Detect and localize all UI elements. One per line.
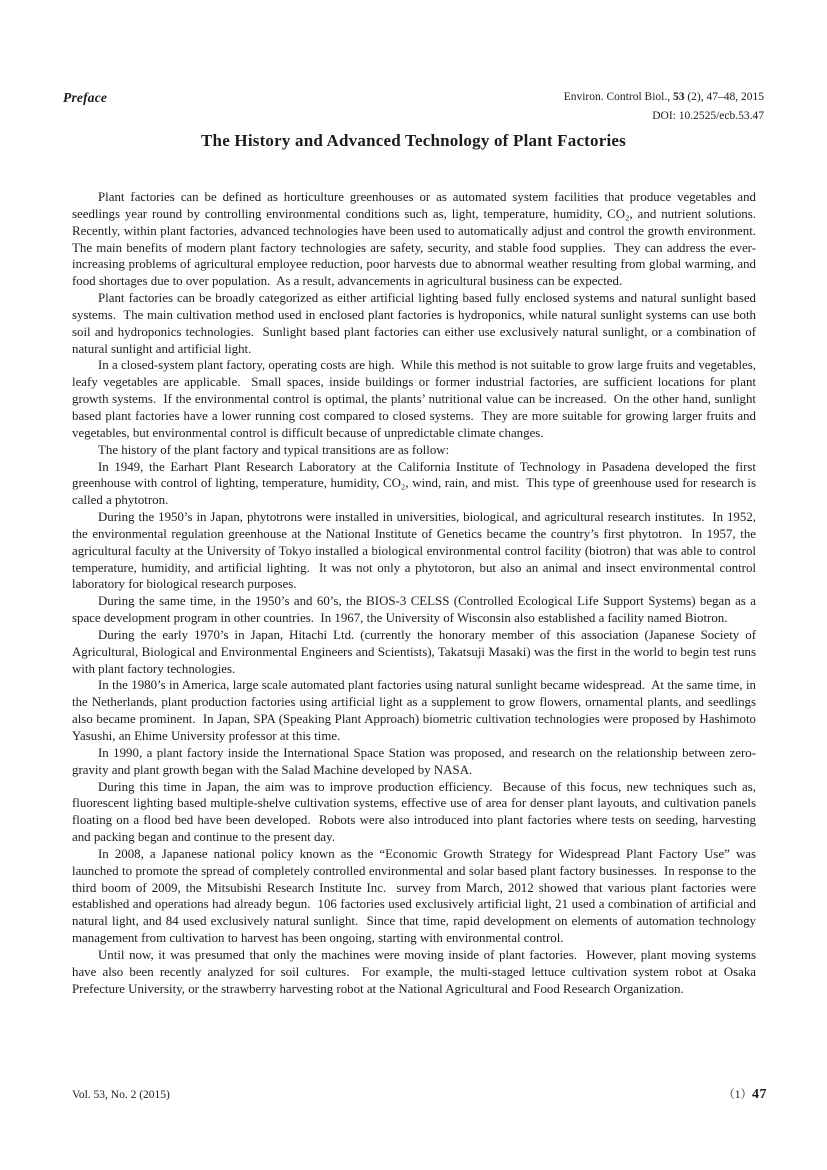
paragraph-6: During the 1950’s in Japan, phytotrons were installed in universities, biological, and agricultural research institutes. In 1952, the environmental regulation greenhouse at the National Institute of Genetics became the country’s first phytotron. In 1957, the agricultural faculty at the University of Tokyo installed a biological environmental control facility (biotron) that was able to control temperature, humidity, and artificial lighting. It was not only a phytotoron, but also an animal and insect environmental control laboratory for biological research purposes. <box>72 510 760 592</box>
paragraph-13: Until now, it was presumed that only the machines were moving inside of plant factories. However, plant moving systems have also been recently analyzed for soil cultures. For example, the multi-staged lettuce cultivation system robot at Osaka Prefecture University, or the strawberry harvesting robot at the National Agricultural and Food Research Organization. <box>72 947 760 996</box>
footer-page <box>723 1086 767 1103</box>
footer-volume-line: Vol. 53, No. 2 (2015) <box>72 1089 170 1101</box>
citation-prefix: Environ. Control Biol., <box>563 91 673 103</box>
page-header <box>63 88 764 126</box>
article-title: The History and Advanced Technology of Plant Factories <box>201 131 626 150</box>
paragraph-5: In 1949, the Earhart Plant Research Laboratory at the California Institute of Technology in Pasadena developed the first greenhouse with control of lighting, temperature, humidity, CO₂, wind, rain, and mist. This type of greenhouse used for research is called a phytotron. <box>72 459 760 508</box>
preface-label: Preface <box>63 90 108 105</box>
citation-suffix: (2), 47–48, 2015 <box>684 91 764 103</box>
paragraph-12: In 2008, a Japanese national policy known as the “Economic Growth Strategy for Widespread Plant Factory Use” was launched to promote the spread of completely controlled environmental and solar based plant factory businesses. In response to the third boom of 2009, the Mitsubishi Research Institute Inc. survey from March, 2012 showed that various plant factories were established and operations had already begun. 106 factories used exclusively artificial light, 21 used a combination of artificial and natural light, and 84 used exclusively natural sunlight. Since that time, rapid development on elements of automation technology management from cultivation to harvest has been ongoing, starting with environmental control. <box>72 846 760 946</box>
doi-line: DOI: 10.2525/ecb.53.47 <box>652 110 764 122</box>
paragraph-2: Plant factories can be broadly categorized as either artificial lighting based fully enclosed systems and natural sunlight based systems. The main cultivation method used in enclosed plant factories is hydroponics, while natural sunlight systems can use both soil and hydroponics technologies. Sunlight based plant factories can either use exclusively natural sunlight, or a combination of natural sunlight and artificial light. <box>72 291 760 356</box>
paragraph-1: Plant factories can be defined as horticulture greenhouses or as automated system facilities that produce vegetables and seedlings year round by controlling environmental conditions such as, light, temperature, humidity, CO₂, and nutrient solutions. Recently, within plant factories, advanced technologies have been used to automatically adjust and control the growth environment. The main benefits of modern plant factory technologies are safety, security, and stable food supplies. They can address the ever-increasing problems of agricultural employee reduction, poor harvests due to abnormal weather resulting from global warming, and food shortages due to over population. As a result, advancements in agricultural business can be expected. <box>72 190 763 289</box>
paragraph-9: In the 1980’s in America, large scale automated plant factories using natural sunlight became widespread. At the same time, in the Netherlands, plant production factories using artificial light as a supplement to grow flowers, ornamental plants, and seedlings also became prominent. In Japan, SPA (Speaking Plant Approach) biometric cultivation technologies were proposed by Hashimoto Yasushi, an Ehime University professor at this time. <box>72 678 760 743</box>
paragraph-3: In a closed-system plant factory, operating costs are high. While this method is not suitable to grow large fruits and vegetables, leafy vegetables are applicable. Small spaces, inside buildings or former industrial factories, are sufficient locations for plant growth systems. If the environmental control is optimal, the plants’ nutritional value can be increased. On the other hand, sunlight based plant factories have a lower running cost compared to closed systems. They are more suitable for growing larger fruits and vegetables, but environmental control is difficult because of unpredictable climate changes. <box>72 358 760 440</box>
paragraph-8: During the early 1970’s in Japan, Hitachi Ltd. (currently the honorary member of this association (Japanese Society of Agricultural, Biological and Environmental Engineers and Scientists), Takatsuji Masaki) was the first in the world to begin test runs with plant factory technologies. <box>72 627 760 676</box>
citation-line <box>564 88 764 107</box>
citation-volume: 53 <box>672 91 685 103</box>
page-footer <box>72 1086 767 1103</box>
paragraph-10: In 1990, a plant factory inside the International Space Station was proposed, and research on the relationship between zero-gravity and plant growth began with the Salad Machine developed by NASA. <box>72 745 756 777</box>
footer-page-number: 47 <box>752 1087 767 1102</box>
article-body <box>72 189 763 998</box>
citation-block <box>564 88 764 126</box>
paragraph-4: The history of the plant factory and typical transitions are as follow: <box>98 442 450 457</box>
paragraph-11: During this time in Japan, the aim was to improve production efficiency. Because of this focus, new techniques such as, fluorescent lighting based multiple-shelve cultivation systems, effective use of area for denser plant layouts, and cultivation panels floating on a flood bed have been developed. Robots were also introduced into plant factories where tests on seeding, harvesting and packing began and continue to the present day. <box>72 779 760 845</box>
footer-page-paren: （1） <box>723 1089 752 1101</box>
paragraph-7: During the same time, in the 1950’s and 60’s, the BIOS-3 CELSS (Controlled Ecological Life Support Systems) began as a space development program in other countries. In 1967, the University of Wisconsin also established a facility named Biotron. <box>72 594 760 626</box>
